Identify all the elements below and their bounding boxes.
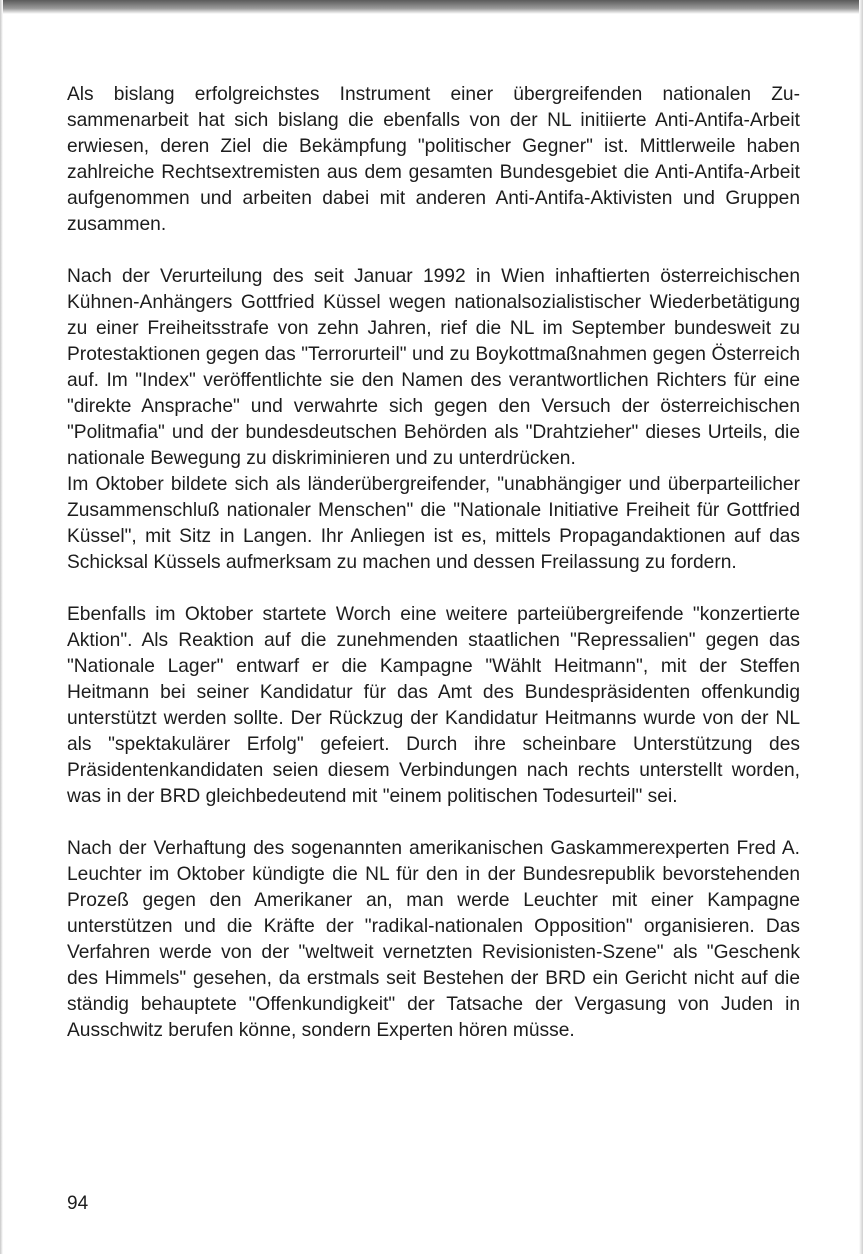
paragraph-spacer bbox=[67, 576, 800, 602]
paragraph-spacer bbox=[67, 238, 800, 264]
scan-left-edge bbox=[0, 0, 3, 1254]
document-body bbox=[67, 82, 800, 1044]
scan-top-edge bbox=[0, 0, 863, 14]
paragraph-anti-antifa: Als bislang erfolgreichstes Instrument einer übergreifenden nationalen Zusammenarbeit hat sich bislang die ebenfalls von der NL initiierte Anti-Antifa-Arbeit erwiesen, deren Ziel die Bekämpfung "politischer Gegner" ist. Mittlerweile haben zahlreiche Rechtsextremisten aus dem gesamten Bundesgebiet die Anti-Antifa-Arbeit aufgenommen und arbeiten dabei mit anderen Anti-Antifa-Aktivisten und Gruppen zusammen. bbox=[67, 84, 800, 235]
paragraph-kuessel-verdict: Nach der Verurteilung des seit Januar 1992 in Wien inhaftierten österreichischen Kühnen-Anhängers Gottfried Küssel wegen nationalsozialistischer Wiederbetätigung zu einer Freiheitsstrafe von zehn Jahren, rief die NL im September bundesweit zu Protestaktionen gegen das "Terrorurteil" und zu Boykottmaßnahmen gegen Österreich auf. Im "Index" veröffentlichte sie den Namen des verantwortlichen Richters für eine "direkte Ansprache" und verwahrte sich gegen den Versuch der österreichischen "Politmafia" und der bundesdeutschen Behörden als "Drahtzieher" dieses Urteils, die nationale Bewegung zu diskriminieren und zu unterdrücken. bbox=[67, 266, 800, 469]
paragraph-heitmann-campaign: Ebenfalls im Oktober startete Worch eine weitere parteiübergreifende "konzertierte Aktion". Als Reaktion auf die zunehmenden staatlichen "Repressalien" gegen das "Nationale Lager" entwarf er die Kampagne "Wählt Heitmann", mit der Steffen Heitmann bei seiner Kandidatur für das Amt des Bundespräsidenten offenkundig unterstützt werden sollte. Der Rückzug der Kandidatur Heitmanns wurde von der NL als "spektakulärer Erfolg" gefeiert. Durch ihre scheinbare Unterstützung des Präsidentenkandidaten seien diesem Verbindungen nach rechts unterstellt worden, was in der BRD gleichbedeutend mit "einem politischen Todesurteil" sei. bbox=[67, 604, 800, 807]
paragraph-leuchter: Nach der Verhaftung des sogenannten amerikanischen Gaskammerexperten Fred A. Leuchter im Oktober kündigte die NL für den in der Bundesrepublik bevorstehenden Prozeß gegen den Amerikaner an, man werde Leuchter mit einer Kampagne unterstützen und die Kräfte der "radikal-nationalen Opposition" organisieren. Das Verfahren werde von der "weltweit vernetzten Revisionisten-Szene" als "Geschenk des Himmels" gesehen, da erstmals seit Bestehen der BRD ein Gericht nicht auf die ständig behauptete "Offenkundigkeit" der Tatsache der Vergasung von Juden in Ausschwitz berufen könne, sondern Experten hören müsse. bbox=[67, 838, 800, 1041]
scan-right-edge bbox=[859, 0, 863, 1254]
paragraph-spacer bbox=[67, 810, 800, 836]
paragraph-kuessel-initiative: Im Oktober bildete sich als länderübergreifender, "unabhängiger und überparteilicher Zusammenschluß nationaler Menschen" die "Nationale Initiative Freiheit für Gottfried Küssel", mit Sitz in Langen. Ihr Anliegen ist es, mittels Propagandaktionen auf das Schicksal Küssels aufmerksam zu machen und dessen Freilassung zu fordern. bbox=[67, 474, 800, 573]
page-number: 94 bbox=[67, 1193, 89, 1214]
